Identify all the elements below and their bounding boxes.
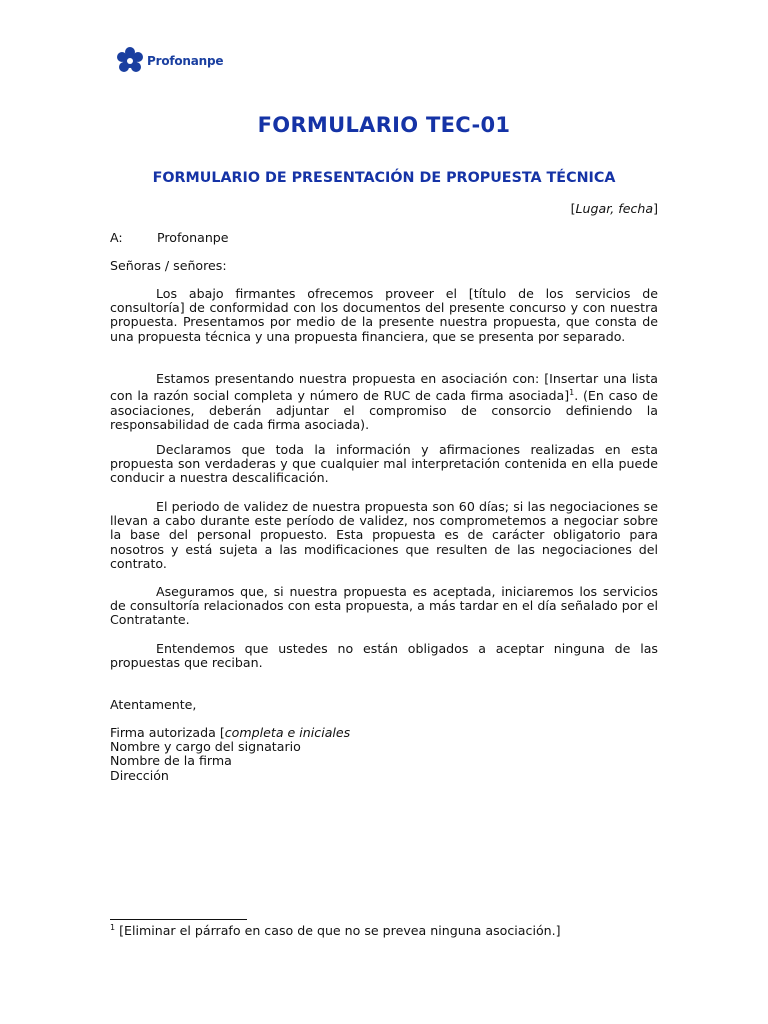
- profonanpe-flower-icon: [115, 46, 145, 76]
- form-subtitle: FORMULARIO DE PRESENTACIÓN DE PROPUESTA TÉCNICA: [152, 170, 616, 186]
- paragraph-start-services: Aseguramos que, si nuestra propuesta es aceptada, iniciaremos los servicios de consultoría relacionados con esta propuesta, a más tardar en el día señalado por el Contratante.: [110, 584, 658, 628]
- paragraph-offer: Los abajo firmantes ofrecemos proveer el [título de los servicios de consultoría] de conformidad con los documentos del presente concurso y con nuestra propuesta. Presentamos por medio de la presente nuestra propuesta, que consta de una propuesta técnica y una propuesta financiera, que se presenta por separado.: [110, 286, 658, 344]
- signature-line-name: Nombre y cargo del signatario: [110, 739, 301, 755]
- greeting: Señoras / señores:: [110, 258, 227, 273]
- addressee-name: Profonanpe: [157, 230, 229, 245]
- paragraph-no-obligation: Entendemos que ustedes no están obligados a aceptar ninguna de las propuestas que reciban.: [110, 641, 658, 671]
- logo-text: Profonanpe: [147, 54, 224, 68]
- signature-block: [110, 726, 350, 783]
- form-title: FORMULARIO TEC-01: [257, 113, 511, 137]
- signature-line-authorized: Firma autorizada [completa e iniciales: [110, 725, 351, 740]
- footnote-separator: [110, 919, 247, 920]
- closing: Atentamente,: [110, 697, 197, 712]
- addressee: [110, 230, 229, 245]
- footnote-text: [Eliminar el párrafo en caso de que no se prevea ninguna asociación.]: [115, 923, 561, 939]
- footnote: [110, 923, 561, 938]
- signature-line-firm: Nombre de la firma: [110, 753, 232, 769]
- place-date: [Lugar, fecha]: [570, 201, 658, 216]
- signature-line-address: Dirección: [110, 767, 169, 783]
- footnote-ref: 1: [569, 388, 575, 398]
- paragraph-association: Estamos presentando nuestra propuesta en asociación con: [Insertar una lista con la razón social completa y número de RUC de cada firma asociada]$^1$. (En caso de asociaciones, deberán adjuntar el compromiso de consorcio definiendo la responsabilidad de cada firma asociada).: [110, 371, 658, 432]
- footnote-mark: 1: [110, 923, 116, 932]
- paragraph-validity: El periodo de validez de nuestra propuesta son 60 días; si las negociaciones se llevan a cabo durante este período de validez, nos comprometemos a negociar sobre la base del personal propuesto. Esta propuesta es de carácter obligatorio para nosotros y está sujeta a las modificaciones que resulten de las negociaciones del contrato.: [110, 499, 658, 571]
- profonanpe-logo: [115, 46, 223, 76]
- paragraph-declaration: Declaramos que toda la información y afirmaciones realizadas en esta propuesta son verdaderas y que cualquier mal interpretación contenida en ella puede conducir a nuestra descalificación.: [110, 442, 658, 486]
- addressee-label: A:: [110, 230, 123, 245]
